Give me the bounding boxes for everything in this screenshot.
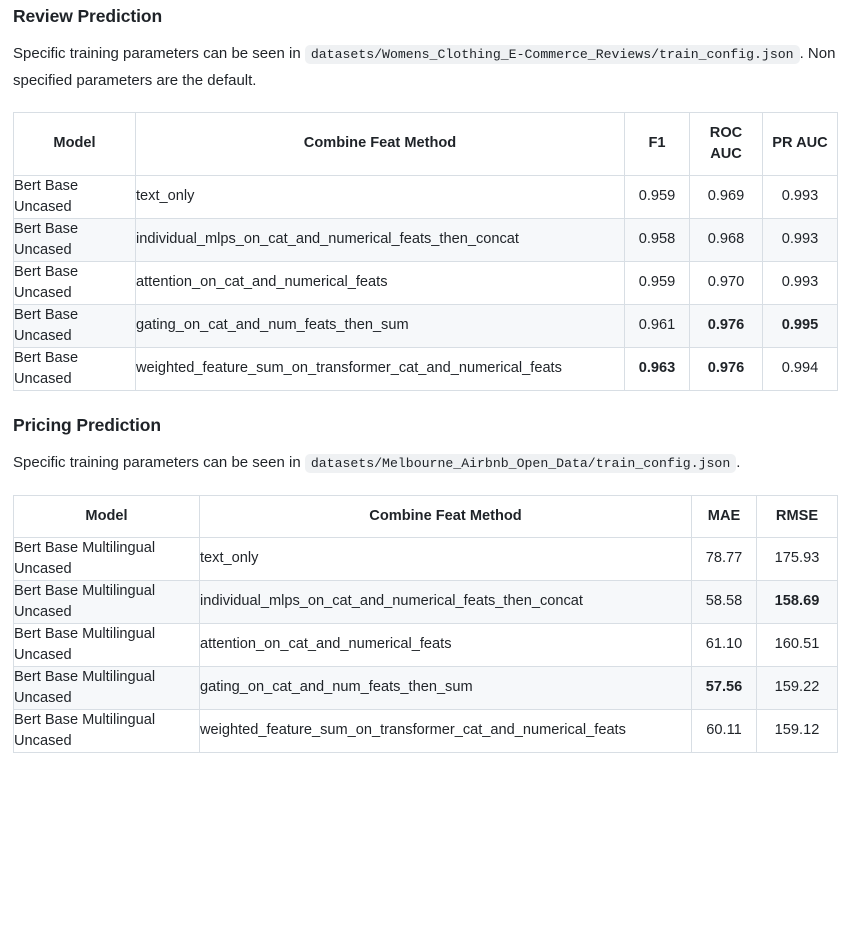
- cell-mae: 78.77: [692, 537, 757, 580]
- cell-f1: 0.961: [625, 304, 690, 347]
- cell-model: Bert Base Multilingual Uncased: [14, 623, 200, 666]
- spacer: [13, 94, 851, 112]
- desc-text-prefix: Specific training parameters can be seen in: [13, 453, 305, 471]
- table-row: [14, 218, 838, 261]
- cell-pr-auc: 0.993: [763, 261, 838, 304]
- review-prediction-table: [13, 112, 838, 391]
- cell-rmse: 159.22: [757, 666, 838, 709]
- cell-roc-auc: 0.976: [690, 304, 763, 347]
- table-row: [14, 347, 838, 390]
- column-header-f1: F1: [625, 112, 690, 175]
- cell-method: individual_mlps_on_cat_and_numerical_feats_then_concat: [136, 218, 625, 261]
- cell-model: Bert Base Uncased: [14, 175, 136, 218]
- cell-roc-auc: 0.969: [690, 175, 763, 218]
- section-description-pricing: [13, 450, 851, 477]
- table-row: [14, 580, 838, 623]
- table-row: [14, 623, 838, 666]
- table-row: [14, 304, 838, 347]
- cell-pr-auc: 0.994: [763, 347, 838, 390]
- cell-model: Bert Base Uncased: [14, 347, 136, 390]
- column-header-combine-feat-method: Combine Feat Method: [136, 112, 625, 175]
- cell-f1: 0.958: [625, 218, 690, 261]
- column-header-mae: MAE: [692, 495, 757, 537]
- table-row: [14, 261, 838, 304]
- column-header-pr-auc: PR AUC: [763, 112, 838, 175]
- spacer: [13, 391, 851, 415]
- cell-rmse: 159.12: [757, 709, 838, 752]
- cell-method: attention_on_cat_and_numerical_feats: [200, 623, 692, 666]
- cell-method: gating_on_cat_and_num_feats_then_sum: [136, 304, 625, 347]
- section-heading-pricing-prediction: Pricing Prediction: [13, 414, 161, 435]
- column-header-rmse: RMSE: [757, 495, 838, 537]
- cell-model: Bert Base Multilingual Uncased: [14, 709, 200, 752]
- column-header-roc-auc: ROC AUC: [690, 112, 763, 175]
- cell-roc-auc: 0.968: [690, 218, 763, 261]
- cell-model: Bert Base Uncased: [14, 218, 136, 261]
- cell-pr-auc: 0.995: [763, 304, 838, 347]
- desc-text-prefix: Specific training parameters can be seen in: [13, 44, 305, 62]
- table-row: [14, 709, 838, 752]
- table-row: [14, 175, 838, 218]
- section-heading-review-prediction: Review Prediction: [13, 6, 163, 26]
- table-body: [14, 537, 838, 752]
- cell-model: Bert Base Multilingual Uncased: [14, 666, 200, 709]
- cell-mae: 61.10: [692, 623, 757, 666]
- cell-f1: 0.963: [625, 347, 690, 390]
- cell-method: gating_on_cat_and_num_feats_then_sum: [200, 666, 692, 709]
- cell-method: attention_on_cat_and_numerical_feats: [136, 261, 625, 304]
- cell-rmse: 158.69: [757, 580, 838, 623]
- section-description-review: [13, 41, 851, 94]
- table-row: [14, 666, 838, 709]
- cell-method: individual_mlps_on_cat_and_numerical_feats_then_concat: [200, 580, 692, 623]
- desc-text-suffix: .: [736, 453, 741, 471]
- table-body: [14, 175, 838, 390]
- cell-rmse: 160.51: [757, 623, 838, 666]
- spacer: [13, 28, 851, 41]
- cell-f1: 0.959: [625, 175, 690, 218]
- spacer: [13, 477, 851, 495]
- cell-model: Bert Base Uncased: [14, 261, 136, 304]
- cell-model: Bert Base Uncased: [14, 304, 136, 347]
- cell-mae: 58.58: [692, 580, 757, 623]
- cell-method: weighted_feature_sum_on_transformer_cat_and_numerical_feats: [200, 709, 692, 752]
- config-path-code-pricing: datasets/Melbourne_Airbnb_Open_Data/train_config.json: [305, 454, 736, 473]
- table-row: [14, 537, 838, 580]
- cell-method: weighted_feature_sum_on_transformer_cat_and_numerical_feats: [136, 347, 625, 390]
- table-header-row: [14, 495, 838, 537]
- spacer: [13, 437, 851, 450]
- cell-mae: 60.11: [692, 709, 757, 752]
- cell-pr-auc: 0.993: [763, 175, 838, 218]
- column-header-combine-feat-method: Combine Feat Method: [200, 495, 692, 537]
- cell-method: text_only: [136, 175, 625, 218]
- cell-roc-auc: 0.976: [690, 347, 763, 390]
- cell-method: text_only: [200, 537, 692, 580]
- cell-mae: 57.56: [692, 666, 757, 709]
- pricing-prediction-table: [13, 495, 838, 753]
- cell-roc-auc: 0.970: [690, 261, 763, 304]
- table-head: [14, 112, 838, 175]
- desc-text-suffix: . Non specified parameters are the default.: [13, 44, 836, 89]
- cell-pr-auc: 0.993: [763, 218, 838, 261]
- table-header-row: [14, 112, 838, 175]
- cell-model: Bert Base Multilingual Uncased: [14, 537, 200, 580]
- cell-f1: 0.959: [625, 261, 690, 304]
- column-header-model: Model: [14, 112, 136, 175]
- column-header-model: Model: [14, 495, 200, 537]
- config-path-code-review: datasets/Womens_Clothing_E-Commerce_Reviews/train_config.json: [305, 45, 800, 64]
- table-head: [14, 495, 838, 537]
- cell-rmse: 175.93: [757, 537, 838, 580]
- cell-model: Bert Base Multilingual Uncased: [14, 580, 200, 623]
